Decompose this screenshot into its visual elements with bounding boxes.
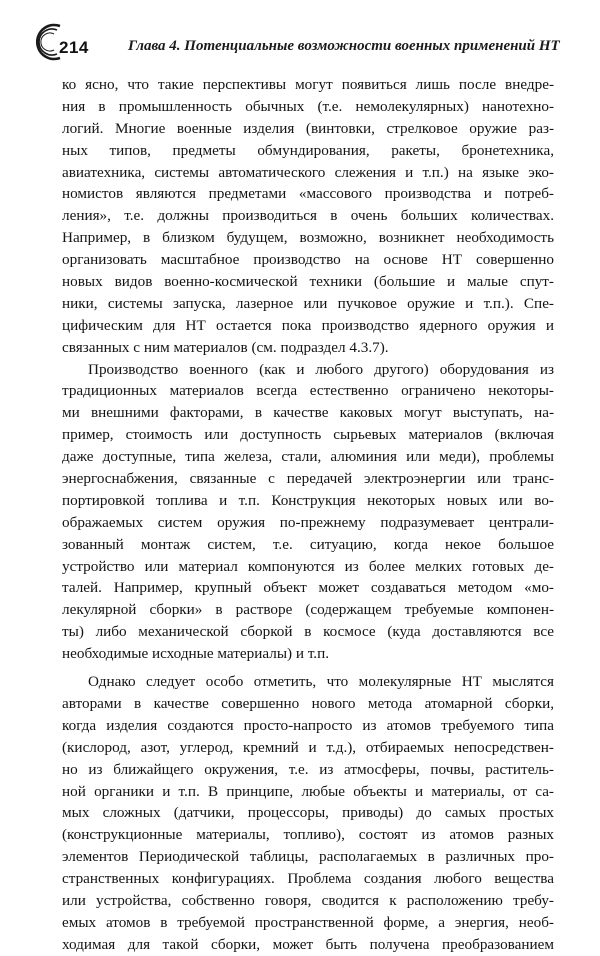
text-line: авиатехника, системы автоматического слежения и т.п.) на языке эко- bbox=[62, 163, 554, 181]
text-line: (кислород, азот, углерод, кремний и т.д.), отбираемых непосредствен- bbox=[62, 738, 554, 756]
text-line: энергоснабжения, связанные с передачей электроэнергии или транс- bbox=[62, 470, 554, 488]
text-line: цифическим для НТ остается пока производство ядерного оружия и bbox=[62, 316, 554, 334]
text-line: авторами в качестве совершенно нового метода атомарной сборки, bbox=[62, 694, 554, 712]
text-line: но из ближайщего окружения, т.е. из атмосферы, почвы, раститель- bbox=[62, 760, 554, 778]
text-line: даже доступные, типа железа, стали, алюминия или меди), проблемы bbox=[62, 448, 554, 466]
text-line: ники, системы запуска, лазерное или пучковое оружие и т.п.). Спе- bbox=[62, 294, 554, 312]
text-line: мых сложных (датчики, процессоры, приводы) до самых простых bbox=[62, 804, 554, 822]
text-line: номистов являются предметами «массового производства и потреб- bbox=[62, 185, 554, 203]
paragraph-2 bbox=[62, 359, 554, 665]
body-text bbox=[62, 74, 554, 956]
text-line: емых атомов в требуемой пространственной форме, а энергия, необ- bbox=[62, 913, 554, 931]
text-line: логий. Многие военные изделия (винтовки, стрелковое оружие раз- bbox=[62, 119, 554, 137]
text-line: ния в промышленность обычных (т.е. немолекулярных) нанотехно- bbox=[62, 97, 554, 115]
text-line: (конструкционные материалы, топливо), состоят из атомов разных bbox=[62, 826, 554, 844]
text-line: лекулярной сборки» в растворе (содержащем требуемые компонен- bbox=[62, 601, 554, 619]
text-line: зованный монтаж систем, т.е. ситуацию, когда некое большое bbox=[62, 535, 554, 553]
text-line: пример, стоимость или доступность сырьевых материалов (включая bbox=[62, 426, 554, 444]
text-line: ко ясно, что такие перспективы могут появиться лишь после внедре- bbox=[62, 76, 554, 93]
text-line: Производство военного (как и любого другого) оборудования из bbox=[88, 360, 554, 378]
text-line: талей. Например, крупный объект может создаваться методом «мо- bbox=[62, 579, 554, 597]
text-line: портировкой топлива и т.п. Конструкция некоторых новых или во- bbox=[62, 491, 554, 509]
text-line: ображаемых систем оружия по-прежнему подразумевает централи- bbox=[62, 513, 554, 531]
text-line: странственных конфигурациях. Проблема создания любого вещества bbox=[62, 870, 554, 888]
text-line: ты) либо механической сборкой в космосе (куда доставляются все bbox=[62, 623, 554, 641]
paragraph-3 bbox=[62, 671, 554, 956]
page-number: 214 bbox=[59, 38, 89, 57]
text-line: традиционных материалов всегда естественно ограничено некоторы- bbox=[62, 382, 554, 400]
running-head-chapter-title: Глава 4. Потенциальные возможности военных применений НТ bbox=[128, 38, 560, 54]
text-line: Однако следует особо отметить, что молекулярные НТ мыслятся bbox=[88, 673, 554, 691]
text-line: ходимая для такой сборки, может быть получена преобразованием bbox=[62, 935, 554, 953]
text-line: элементов Периодической таблицы, располагаемых в различных про- bbox=[62, 848, 554, 866]
text-line: устройство или материал компонуются из более мелких готовых де- bbox=[62, 557, 554, 575]
text-line: ных типов, предметы обмундирования, ракеты, бронетехника, bbox=[62, 141, 554, 159]
page-header bbox=[30, 20, 575, 64]
text-line: ми внешними факторами, в качестве каковых могут выступать, на- bbox=[62, 404, 554, 422]
text-line: или устройства, собственно говоря, сводится к расположению требу- bbox=[62, 891, 554, 909]
text-line: ления», т.е. должны производиться в очень больших количествах. bbox=[62, 207, 554, 225]
text-line: связанных с ним материалов (см. подраздел 4.3.7). bbox=[62, 338, 389, 356]
text-line: ной органики и т.п. В принципе, любые объекты и материалы, от са- bbox=[62, 782, 554, 800]
text-line: необходимые исходные материалы) и т.п. bbox=[62, 645, 330, 663]
text-line: новых видов военно-космической техники (большие и малые спут- bbox=[62, 273, 554, 291]
text-line: организовать масштабное производство на основе НТ совершенно bbox=[62, 251, 554, 269]
text-line: Например, в близком будущем, возможно, возникнет необходимость bbox=[62, 229, 554, 247]
text-line: когда изделия создаются просто-напросто из атомов требуемого типа bbox=[62, 716, 554, 734]
paragraph-1 bbox=[62, 74, 554, 359]
